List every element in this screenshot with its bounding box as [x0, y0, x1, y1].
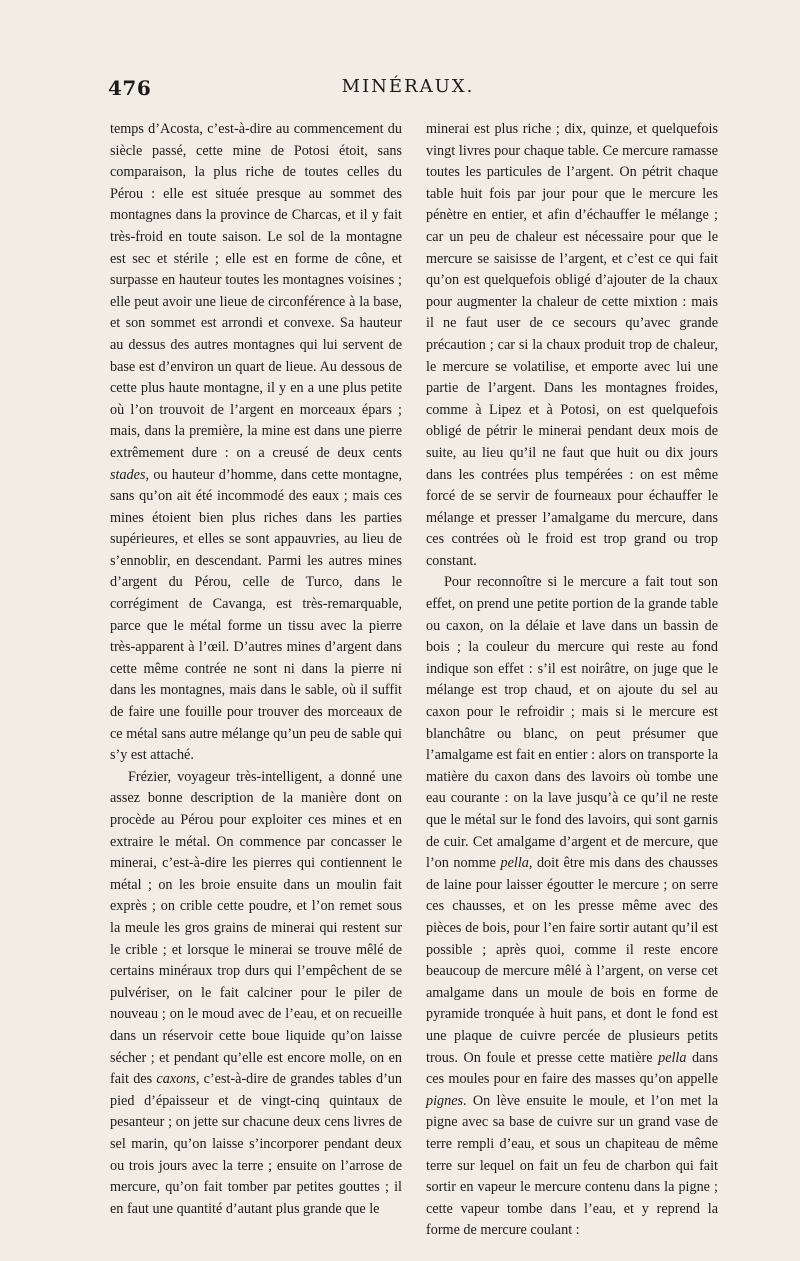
- italic-term: caxons: [156, 1071, 196, 1088]
- paragraph: [110, 119, 402, 767]
- text-run: , ou hauteur d’homme, dans cette montagne, sans qu’on ait été incommodé des eaux ; mais ces mines étoient bien plus riches dans les parties supérieures, et elles se sont appauvries, au lieu de s’ennoblir, en descendant. Parmi les autres mines d’argent du Pérou, celle de Turco, dans le corrégiment de Cavanga, est très-remarquable, parce que le métal forme un tissu avec la pierre très-apparent à l’œil. D’autres mines d’argent dans cette même contrée ne sont ni dans la pierre ni dans les montagnes, mais dans le sable, où il suffit de faire une fouille pour trouver des morceaux de ce métal sans autre mélange qu’un peu de sable qui s’y est attaché.: [110, 466, 402, 764]
- page-header: [108, 76, 708, 106]
- paragraph: [426, 572, 718, 1241]
- text-run: Frézier, voyageur très-intelligent, a donné une assez bonne description de la manière dont on procède au Pérou pour exploiter ces mines et en extraire le métal. On commence par concasser le minerai, c’est-à-dire les pierres qui contiennent le métal ; on les broie ensuite dans un moulin fait exprès ; on crible cette poudre, et l’on remet sous la meule les gros grains de minerai qui restent sur le crible ; et lorsque le minerai se trouve mêlé de certains minéraux trop durs qui l’empêchent de se pulvériser, on le fait calciner pour le piler de nouveau ; on le moud avec de l’eau, et on recueille dans un réservoir cette boue liquide qu’on laisse sécher ; et pendant qu’elle est encore molle, on en fait des: [110, 768, 402, 1088]
- text-run: dans ces moules pour en faire des masses qu’on appelle: [426, 1049, 718, 1088]
- text-run: , c’est-à-dire de grandes tables d’un pied d’épaisseur et de vingt-cinq quintaux de pesanteur ; on jette sur chacune deux cens livres de sel marin, qu’on laisse s’incorporer pendant deux ou trois jours avec la terre ; ensuite on l’arrose de mercure, qu’on fait tomber par petites gouttes ; il en faut une quantité d’autant plus grande que le: [110, 1071, 402, 1217]
- text-run: , doit être mis dans des chausses de laine pour laisser égoutter le mercure ; on serre ces chausses, et on les presse même avec des pièces de bois, pour l’en faire sortir autant qu’il est possible ; après quoi, comme il reste encore beaucoup de mercure mêlé à l’argent, on verse cet amalgame dans un moule de bois en forme de pyramide tronquée à huit pans, et dont le fond est une plaque de cuivre percée de plusieurs petits trous. On foule et presse cette matière: [426, 855, 718, 1066]
- text-run: Pour reconnoître si le mercure a fait tout son effet, on prend une petite portion de la grande table ou caxon, on la délaie et lave dans un bassin de bois ; la couleur du mercure qui reste au fond indique son effet : s’il est noirâtre, on juge que le mélange est trop chaud, et on ajoute du sel au caxon pour le refroidir ; mais si le mercure est blanchâtre ou blanc, on peut présumer que l’amalgame est fait en entier : alors on transporte la matière du caxon dans des lavoirs où tombe une eau courante : on la lave jusqu’à ce qu’il ne reste que le métal sur le fond des lavoirs, qui sont garnis de cuir. Cet amalgame d’argent et de mercure, que l’on nomme: [426, 574, 718, 872]
- running-title: MINÉRAUX.: [341, 76, 475, 97]
- italic-term: pella: [658, 1049, 687, 1066]
- text-run: temps d’Acosta, c’est-à-dire au commencement du siècle passé, cette mine de Potosi étoit, sans comparaison, la plus riche de toutes celles du Pérou : elle est située presque au sommet des montagnes dans la province de Charcas, et il y fait très-froid en toute saison. Le sol de la montagne est sec et stérile ; elle est en forme de cône, et surpasse en hauteur toutes les montagnes voisines ; elle peut avoir une lieue de circonférence à la base, et son sommet est arrondi et convexe. Sa hauteur au dessus des autres montagnes qui lui servent de base est d’environ un quart de lieue. Au dessous de cette plus haute montagne, il y en a une plus petite où l’on trouvoit de l’argent en morceaux épars ; mais, dans la première, la mine est dans une pierre extrêmement dure : on a creusé de deux cents: [110, 121, 402, 461]
- italic-term: pella: [500, 855, 529, 872]
- italic-term: pignes: [426, 1092, 464, 1109]
- text-run: . On lève ensuite le moule, et l’on met la pigne avec sa base de cuivre sur un grand vase de terre rempli d’eau, et sous un chapiteau de même terre sur lequel on fait un feu de charbon qui fait sortir en vapeur le mercure contenu dans la pigne ; cette vapeur tombe dans l’eau, et y reprend la forme de mercure coulant :: [426, 1092, 718, 1239]
- paragraph: [426, 119, 718, 572]
- right-column: [426, 119, 718, 1242]
- left-column: [110, 119, 402, 1220]
- page-number: 476: [108, 76, 152, 100]
- paragraph: [110, 767, 402, 1220]
- italic-term: stades: [110, 466, 146, 483]
- text-run: minerai est plus riche ; dix, quinze, et quelquefois vingt livres pour chaque table. Ce mercure ramasse toutes les particules de l’argent. On pétrit chaque table huit fois par jour pour que le mercure les pénètre en entier, et afin d’échauffer le mélange ; car un peu de chaleur est nécessaire pour que le mercure se saisisse de l’argent, et c’est ce qui fait qu’on est quelquefois obligé d’ajouter de la chaux pour augmenter la chaleur de cette mixtion : mais il ne faut user de ce secours qu’avec grande précaution ; car si la chaux produit trop de chaleur, le mercure se volatilise, et emporte avec lui une partie de l’argent. Dans les montagnes froides, comme à Lipez et à Potosi, on est quelquefois obligé de pétrir le minerai pendant deux mois de suite, au lieu qu’il ne faut que huit ou dix jours dans les contrées plus tempérées : on est même forcé de se servir de fourneaux pour échauffer le mélange et presser l’amalgame du mercure, dans ces contrées où le froid est trop grand ou trop constant.: [426, 121, 718, 569]
